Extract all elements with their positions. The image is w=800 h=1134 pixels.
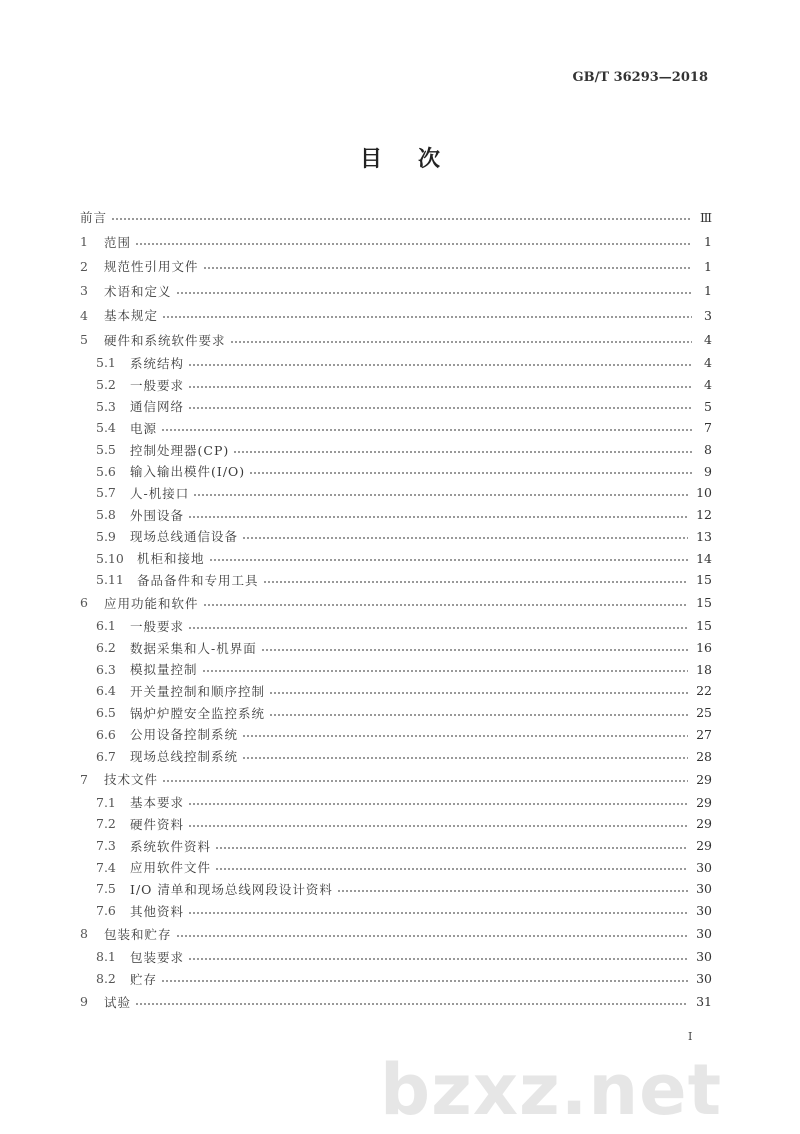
toc-entry-number: 8 — [80, 926, 88, 942]
toc-entry-page: 10 — [696, 485, 712, 501]
dot-leader — [202, 670, 689, 672]
toc-entry-page: 30 — [696, 949, 712, 965]
dot-leader — [242, 735, 688, 737]
toc-entry[interactable] — [80, 968, 712, 990]
dot-leader — [261, 649, 688, 651]
toc-entry[interactable] — [80, 439, 712, 461]
toc-entry[interactable] — [80, 591, 712, 616]
toc-entry-number: 6.6 — [96, 726, 116, 742]
toc-entry-label: 系统软件资料 — [130, 838, 212, 854]
toc-entry-number: 7.4 — [96, 859, 116, 875]
toc-entry-label: 数据采集和人-机界面 — [130, 640, 257, 656]
toc-entry-number: 3 — [80, 283, 88, 299]
toc-entry-label: I/O 清单和现场总线网段设计资料 — [130, 881, 333, 897]
toc-entry-number: 6.3 — [96, 661, 116, 677]
toc-entry-label: 基本规定 — [104, 308, 159, 324]
dot-leader — [337, 890, 688, 892]
dot-leader — [242, 537, 688, 539]
toc-entry-page: Ⅲ — [699, 209, 712, 225]
toc-entry-page: 28 — [696, 748, 712, 764]
dot-leader — [188, 958, 688, 960]
toc-entry-page: 30 — [696, 903, 712, 919]
toc-entry-page: 27 — [696, 726, 712, 742]
toc-entry-label: 试验 — [104, 994, 132, 1010]
toc-entry-label: 术语和定义 — [104, 283, 172, 299]
toc-entry-label: 规范性引用文件 — [104, 259, 199, 275]
toc-entry-label: 硬件资料 — [130, 816, 185, 832]
toc-entry-label: 系统结构 — [130, 355, 185, 371]
toc-entry-label: 技术文件 — [104, 772, 159, 788]
toc-entry-label: 包装和贮存 — [104, 926, 172, 942]
dot-leader — [215, 847, 688, 849]
toc-entry[interactable] — [80, 547, 712, 569]
toc-entry-label: 锅炉炉膛安全监控系统 — [130, 705, 266, 721]
watermark: bzxz.net — [380, 1049, 723, 1131]
dot-leader — [162, 780, 688, 782]
toc-entry[interactable] — [80, 569, 712, 591]
toc-entry-number: 2 — [80, 258, 88, 274]
toc-entry-label: 一般要求 — [130, 618, 185, 634]
dot-leader — [269, 714, 688, 716]
dot-leader — [188, 386, 692, 388]
dot-leader — [176, 935, 689, 937]
dot-leader — [188, 516, 688, 518]
toc-entry[interactable] — [80, 767, 712, 792]
toc-entry-page: 29 — [696, 794, 712, 810]
toc-entry-label: 外围设备 — [130, 507, 185, 523]
toc-entry-page: 29 — [696, 838, 712, 854]
toc-entry[interactable] — [80, 658, 712, 680]
table-of-contents — [80, 205, 712, 1014]
toc-entry-number: 5.10 — [96, 550, 124, 566]
toc-entry-number: 7.3 — [96, 838, 116, 854]
toc-entry-page: 16 — [696, 640, 712, 656]
dot-leader — [176, 292, 692, 294]
dot-leader — [263, 581, 689, 583]
toc-entry-page: 13 — [696, 528, 712, 544]
document-code: GB/T 36293—2018 — [572, 70, 708, 85]
toc-entry-label: 包装要求 — [130, 949, 185, 965]
toc-entry-number: 5.2 — [96, 377, 116, 393]
dot-leader — [188, 364, 692, 366]
toc-entry[interactable] — [80, 395, 712, 417]
toc-entry-page: 30 — [696, 881, 712, 897]
toc-entry-page: 15 — [696, 595, 712, 611]
dot-leader — [269, 692, 688, 694]
toc-entry-page: 31 — [696, 994, 712, 1010]
toc-entry-label: 输入输出模件(I/O) — [130, 464, 246, 480]
toc-entry-number: 5 — [80, 332, 88, 348]
toc-entry-page: 30 — [696, 971, 712, 987]
page-number: Ⅰ — [688, 1030, 693, 1043]
toc-entry-number: 6.4 — [96, 683, 116, 699]
dot-leader — [209, 559, 689, 561]
toc-entry[interactable] — [80, 680, 712, 702]
toc-entry[interactable] — [80, 460, 712, 482]
toc-entry-label: 范围 — [104, 234, 132, 250]
toc-entry[interactable] — [80, 637, 712, 659]
toc-entry[interactable] — [80, 900, 712, 922]
toc-entry-page: 15 — [696, 572, 712, 588]
toc-entry-page: 29 — [696, 771, 712, 787]
toc-entry-number: 5.3 — [96, 398, 116, 414]
toc-entry[interactable] — [80, 745, 712, 767]
toc-entry-number: 9 — [80, 994, 88, 1010]
toc-entry-number: 7.6 — [96, 903, 116, 919]
toc-entry-page: 9 — [704, 463, 712, 479]
toc-entry-label: 电源 — [130, 420, 158, 436]
toc-entry-page: 4 — [704, 332, 712, 348]
toc-entry-page: 18 — [696, 661, 712, 677]
toc-entry-number: 8.2 — [96, 971, 116, 987]
toc-entry[interactable] — [80, 922, 712, 947]
toc-entry-label: 开关量控制和顺序控制 — [130, 683, 266, 699]
dot-leader — [188, 407, 692, 409]
toc-entry-label: 其他资料 — [130, 903, 185, 919]
toc-entry-number: 6.2 — [96, 640, 116, 656]
toc-entry-number: 7.2 — [96, 816, 116, 832]
toc-entry[interactable] — [80, 328, 712, 353]
toc-entry-number: 6.7 — [96, 748, 116, 764]
dot-leader — [188, 825, 688, 827]
toc-entry-page: 30 — [696, 926, 712, 942]
toc-entry-page: 1 — [704, 283, 712, 299]
toc-entry-number: 5.1 — [96, 355, 116, 371]
toc-entry-page: 25 — [696, 705, 712, 721]
toc-entry-number: 5.8 — [96, 507, 116, 523]
toc-entry-page: 29 — [696, 816, 712, 832]
toc-entry-label: 前言 — [80, 210, 108, 226]
toc-entry[interactable] — [80, 230, 712, 255]
toc-entry[interactable] — [80, 791, 712, 813]
toc-entry[interactable] — [80, 303, 712, 328]
dot-leader — [188, 627, 688, 629]
toc-entry-page: 1 — [704, 234, 712, 250]
dot-leader — [135, 1003, 688, 1005]
dot-leader — [162, 316, 692, 318]
toc-entry-label: 应用功能和软件 — [104, 595, 199, 611]
dot-leader — [230, 341, 692, 343]
toc-entry[interactable] — [80, 417, 712, 439]
toc-entry-number: 8.1 — [96, 949, 116, 965]
toc-entry-page: 14 — [696, 550, 712, 566]
toc-entry-label: 人-机接口 — [130, 485, 190, 501]
toc-entry-number: 7 — [80, 771, 88, 787]
toc-entry-label: 应用软件文件 — [130, 860, 212, 876]
toc-entry[interactable] — [80, 615, 712, 637]
toc-entry-label: 基本要求 — [130, 795, 185, 811]
toc-entry-label: 现场总线通信设备 — [130, 529, 239, 545]
toc-entry-label: 硬件和系统软件要求 — [104, 332, 226, 348]
toc-entry-number: 6 — [80, 595, 88, 611]
toc-entry-number: 5.5 — [96, 442, 116, 458]
toc-entry-label: 模拟量控制 — [130, 662, 198, 678]
toc-entry-number: 6.5 — [96, 705, 116, 721]
toc-entry[interactable] — [80, 352, 712, 374]
page-title: 目次 — [359, 146, 476, 172]
toc-entry[interactable] — [80, 504, 712, 526]
toc-entry[interactable] — [80, 702, 712, 724]
toc-entry-page: 30 — [696, 859, 712, 875]
toc-entry-label: 备品备件和专用工具 — [137, 572, 259, 588]
toc-entry-number: 5.6 — [96, 463, 116, 479]
dot-leader — [111, 218, 692, 220]
toc-entry-page: 5 — [704, 398, 712, 414]
toc-entry-number: 5.11 — [96, 572, 124, 588]
dot-leader — [193, 494, 688, 496]
toc-entry[interactable] — [80, 878, 712, 900]
toc-entry-number: 7.1 — [96, 794, 116, 810]
dot-leader — [161, 980, 688, 982]
toc-entry-number: 6.1 — [96, 618, 116, 634]
toc-entry-page: 4 — [704, 355, 712, 371]
dot-leader — [188, 803, 688, 805]
dot-leader — [203, 604, 689, 606]
toc-entry-page: 3 — [704, 307, 712, 323]
dot-leader — [161, 429, 692, 431]
toc-entry-label: 现场总线控制系统 — [130, 749, 239, 765]
toc-entry[interactable] — [80, 989, 712, 1014]
toc-entry[interactable] — [80, 205, 712, 230]
toc-entry-label: 贮存 — [130, 971, 158, 987]
toc-entry[interactable] — [80, 526, 712, 548]
toc-entry-page: 1 — [704, 258, 712, 274]
toc-entry-number: 7.5 — [96, 881, 116, 897]
toc-entry[interactable] — [80, 724, 712, 746]
toc-entry-number: 5.9 — [96, 528, 116, 544]
dot-leader — [135, 243, 692, 245]
dot-leader — [233, 451, 692, 453]
toc-entry[interactable] — [80, 856, 712, 878]
toc-entry[interactable] — [80, 279, 712, 304]
toc-entry[interactable] — [80, 482, 712, 504]
toc-entry-label: 公用设备控制系统 — [130, 727, 239, 743]
toc-entry[interactable] — [80, 946, 712, 968]
toc-entry-label: 通信网络 — [130, 399, 185, 415]
toc-entry-label: 一般要求 — [130, 377, 185, 393]
toc-entry-label: 控制处理器(CP) — [130, 442, 230, 458]
toc-entry[interactable] — [80, 254, 712, 279]
toc-entry[interactable] — [80, 835, 712, 857]
toc-entry-page: 8 — [704, 442, 712, 458]
toc-entry-number: 4 — [80, 307, 88, 323]
toc-entry-page: 22 — [696, 683, 712, 699]
toc-entry-number: 5.7 — [96, 485, 116, 501]
dot-leader — [188, 912, 688, 914]
toc-entry-number: 5.4 — [96, 420, 116, 436]
dot-leader — [215, 868, 688, 870]
dot-leader — [249, 472, 692, 474]
dot-leader — [242, 757, 688, 759]
toc-entry-label: 机柜和接地 — [137, 551, 205, 567]
toc-entry-page: 15 — [696, 618, 712, 634]
toc-entry-page: 4 — [704, 377, 712, 393]
dot-leader — [203, 267, 692, 269]
toc-entry[interactable] — [80, 813, 712, 835]
toc-entry-page: 7 — [704, 420, 712, 436]
toc-entry-page: 12 — [696, 507, 712, 523]
toc-entry[interactable] — [80, 374, 712, 396]
toc-entry-number: 1 — [80, 234, 88, 250]
